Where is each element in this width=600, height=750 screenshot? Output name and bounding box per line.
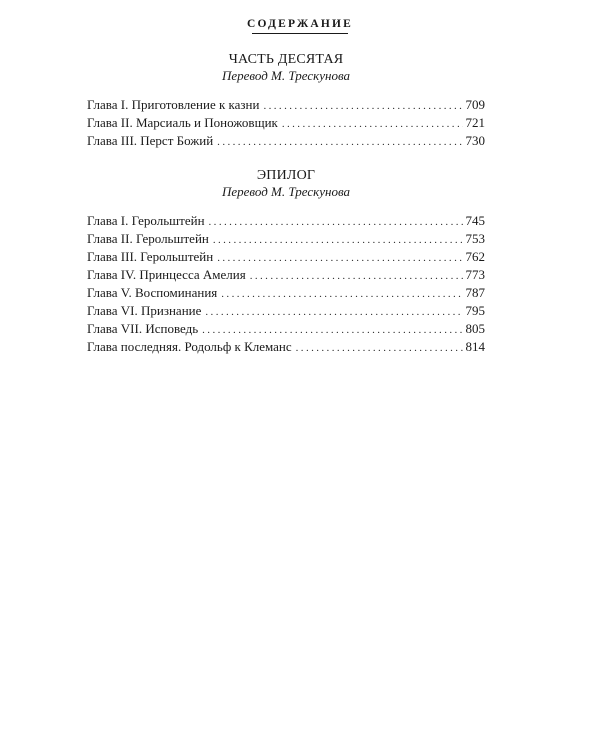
toc-entry[interactable] [87,284,485,302]
section-heading: ЧАСТЬ ДЕСЯТАЯ [228,52,344,67]
toc-entry[interactable] [87,212,485,230]
toc-entry-title: Глава VI. Признание [87,303,202,318]
toc-entry[interactable] [87,248,485,266]
toc-entry-title: Глава IV. Принцесса Амелия [87,267,246,282]
toc-entry-page: 787 [465,285,485,300]
section-translator: Перевод М. Трескунова [221,68,350,83]
title-underline [252,33,348,34]
page-title: СОДЕРЖАНИЕ [246,18,354,30]
dot-leader [217,133,462,151]
toc-entry-page: 730 [465,133,485,148]
toc-entry-title: Глава II. Марсиаль и Поножовщик [87,115,278,130]
dot-leader [263,97,462,115]
toc-section-part-ten [87,52,485,150]
dot-leader [209,213,463,231]
toc-entry-page: 745 [465,213,485,228]
toc-entry[interactable] [87,320,485,338]
toc-entry-title: Глава II. Герольштейн [87,231,209,246]
dot-leader [205,303,462,321]
dot-leader [250,267,463,285]
toc-entry-title: Глава VII. Исповедь [87,321,199,336]
toc-entry-title: Глава III. Герольштейн [87,249,214,264]
toc-entry[interactable] [87,114,485,132]
dot-leader [217,249,462,267]
toc-entry-page: 805 [465,321,485,336]
toc-entry-page: 773 [465,267,485,282]
toc-entry[interactable] [87,266,485,284]
toc-entry-page: 709 [465,97,485,112]
toc-list [87,96,485,150]
dot-leader [213,231,463,249]
toc-entry-page: 753 [465,231,485,246]
toc-entry[interactable] [87,96,485,114]
toc-entry[interactable] [87,302,485,320]
toc-entry-title: Глава I. Герольштейн [87,213,205,228]
toc-entry[interactable] [87,230,485,248]
toc-entry-title: Глава I. Приготовление к казни [87,97,260,112]
page-header [0,14,600,34]
dot-leader [221,285,462,303]
dot-leader [296,339,463,357]
dot-leader [202,321,462,339]
toc-section-epilogue [87,168,485,356]
dot-leader [282,115,463,133]
toc-entry-title: Глава последняя. Родольф к Клеманс [87,339,292,354]
section-heading: ЭПИЛОГ [256,168,316,183]
toc-entry-title: Глава III. Перст Божий [87,133,214,148]
toc-list [87,212,485,356]
toc-entry-page: 762 [465,249,485,264]
toc-entry-page: 814 [465,339,485,354]
toc-entry[interactable] [87,338,485,356]
toc-entry-title: Глава V. Воспоминания [87,285,218,300]
section-translator: Перевод М. Трескунова [221,184,350,199]
toc-entry-page: 795 [465,303,485,318]
toc-entry[interactable] [87,132,485,150]
toc-entry-page: 721 [465,115,485,130]
